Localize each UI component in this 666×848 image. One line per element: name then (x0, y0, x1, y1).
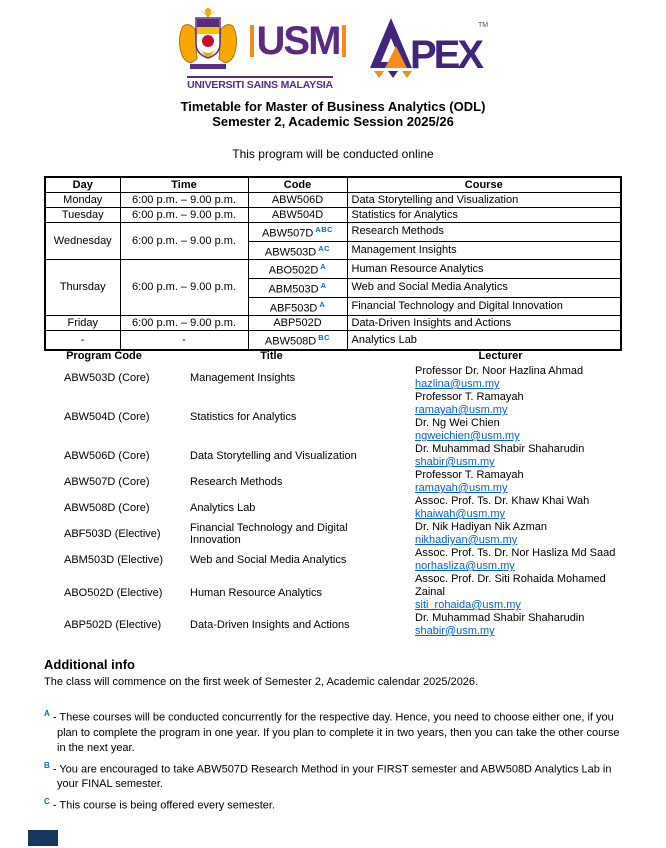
timetable-time-cell: 6:00 p.m. – 9.00 p.m. (120, 193, 248, 208)
lecturer-email-line (415, 534, 622, 547)
doc-title-line1: Timetable for Master of Business Analytics (ODL) (180, 99, 486, 114)
additional-info-heading: Additional info (44, 657, 135, 672)
lecturer-email-line (415, 625, 622, 638)
course-code-superscript: AC (318, 243, 331, 253)
footnote-marker: C (44, 797, 50, 807)
footnote-marker: B (44, 760, 50, 770)
lecturer-email-line (415, 456, 622, 469)
faculty-program-code: ABM503D (Elective) (64, 554, 164, 566)
lecturer-name: Assoc. Prof. Ts. Dr. Nor Hasliza Md Saad (415, 547, 616, 559)
timetable-course-cell: Analytics Lab (347, 331, 621, 350)
lecturer-email-link[interactable]: shabir@usm.my (415, 625, 495, 637)
faculty-row (44, 547, 622, 573)
timetable-code-cell: ABM503D $^A$ (248, 278, 347, 297)
doc-subtitle: This program will be conducted online (232, 147, 434, 161)
footnote-a: $^A$ - These courses will be conducted concurrently for the respective day. Hence, you need to choose either one, if you plan to complete the program in one year. If you plan to complete it in two years, then you can take the other course in the next year. (44, 709, 620, 754)
timetable-time-cell: 6:00 p.m. – 9.00 p.m. (120, 316, 248, 331)
lecturer-email-line (415, 430, 622, 443)
faculty-program-code: ABW508D (Core) (64, 502, 150, 514)
lecturer-name: Dr. Muhammad Shabir Shaharudin (415, 612, 585, 624)
timetable-day-cell: Thursday (45, 260, 120, 316)
timetable-course-cell: Research Methods (347, 223, 621, 242)
svg-text:TM: TM (478, 22, 489, 29)
lecturer-email-link[interactable]: ngweichien@usm.my (415, 430, 520, 442)
faculty-row (44, 521, 622, 547)
faculty-lecturer-cell (379, 521, 622, 547)
lecturer-email-line (415, 599, 622, 612)
timetable-code-cell: ABW507D $^{ABC}$ (248, 223, 347, 242)
timetable-course-cell: Web and Social Media Analytics (347, 278, 621, 297)
timetable (44, 176, 622, 351)
timetable-body (45, 193, 621, 350)
timetable-code-cell: ABO502D $^A$ (248, 260, 347, 279)
faculty-lecturer-cell (379, 573, 622, 612)
usm-logo (174, 6, 347, 91)
timetable-course-cell: Statistics for Analytics (347, 208, 621, 223)
footnote-c: $^C$ - This course is being offered every semester. (44, 797, 275, 812)
faculty-row (44, 365, 622, 391)
faculty-lecturer-cell (379, 612, 622, 638)
lecturer-email-link[interactable]: ramayah@usm.my (415, 482, 508, 494)
timetable-time-cell: 6:00 p.m. – 9.00 p.m. (120, 223, 248, 260)
page-corner-artifact (28, 830, 58, 846)
timetable-header-row (45, 177, 621, 193)
svg-text:PEX: PEX (410, 33, 482, 77)
lecturer-email-link[interactable]: ramayah@usm.my (415, 404, 508, 416)
usm-university-name: UNIVERSITI SAINS MALAYSIA (187, 76, 333, 91)
faculty-course-title: Research Methods (190, 476, 283, 488)
timetable-header-day: Day (45, 177, 120, 193)
timetable-row (45, 223, 621, 242)
timetable-row (45, 208, 621, 223)
faculty-course-title: Management Insights (190, 372, 296, 384)
faculty-program-code: ABF503D (Elective) (64, 528, 161, 540)
faculty-rows (44, 365, 622, 638)
faculty-course-title: Human Resource Analytics (190, 586, 323, 599)
course-code-superscript: A (319, 299, 326, 309)
timetable-code-cell: ABW508D $^{BC}$ (248, 331, 347, 350)
faculty-header-program-code: Program Code (66, 350, 142, 362)
faculty-header-title: Title (260, 350, 283, 362)
faculty-row (44, 443, 622, 469)
faculty-program-code: ABW507D (Core) (64, 476, 150, 488)
footnote-b: $^B$ - You are encouraged to take ABW507D Research Method in your FIRST semester and ABW508D Analytics Lab in your FINAL semester. (44, 760, 612, 791)
timetable-day-cell: Wednesday (45, 223, 120, 260)
timetable-day-cell: - (45, 331, 120, 350)
faculty-course-title: Data Storytelling and Visualization (190, 450, 357, 462)
faculty-header-row (44, 350, 622, 365)
lecturer-email-line (415, 378, 622, 391)
timetable-time-cell: 6:00 p.m. – 9.00 p.m. (120, 260, 248, 316)
course-code-superscript: ABC (315, 225, 334, 234)
usm-wordmark (250, 19, 347, 63)
timetable-course-cell: Data Storytelling and Visualization (347, 193, 621, 208)
faculty-program-code: ABW503D (Core) (64, 372, 150, 384)
timetable-course-cell: Management Insights (347, 241, 621, 260)
faculty-row (44, 469, 622, 495)
faculty-lecturer-cell (379, 391, 622, 443)
lecturer-name: Assoc. Prof. Dr. Siti Rohaida Mohamed Zainal (415, 573, 606, 598)
faculty-program-code: ABW504D (Core) (64, 411, 150, 423)
lecturer-email-line (415, 482, 622, 495)
timetable-row (45, 331, 621, 350)
faculty-lecturer-cell (379, 443, 622, 469)
faculty-row (44, 573, 622, 612)
additional-info (44, 657, 624, 816)
usm-crest-icon (174, 6, 242, 75)
lecturer-name: Professor T. Ramayah (415, 391, 524, 403)
faculty-header-lecturer: Lecturer (478, 350, 523, 362)
timetable-header-code: Code (248, 177, 347, 193)
doc-title (0, 99, 666, 129)
timetable-code-cell: ABP502D (248, 316, 347, 331)
lecturer-email-link[interactable]: shabir@usm.my (415, 456, 495, 468)
timetable-code-cell: ABW506D (248, 193, 347, 208)
faculty-course-title: Web and Social Media Analytics (190, 554, 347, 566)
timetable-code-cell: ABW503D $^{AC}$ (248, 241, 347, 260)
timetable-course-cell: Data-Driven Insights and Actions (347, 316, 621, 331)
usm-acronym-text: USM (256, 18, 340, 63)
lecturer-email-link[interactable]: nikhadiyan@usm.my (415, 534, 518, 546)
faculty-table (44, 350, 622, 638)
lecturer-email-link[interactable]: khaiwah@usm.my (415, 508, 506, 520)
header-logos (0, 6, 666, 91)
faculty-row (44, 612, 622, 638)
footnote-marker: A (44, 709, 50, 718)
faculty-program-code: ABW506D (Core) (64, 450, 150, 462)
faculty-course-title: Data-Driven Insights and Actions (190, 619, 350, 631)
lecturer-email-line (415, 560, 622, 573)
lecturer-name: Dr. Ng Wei Chien (415, 417, 500, 429)
timetable-row (45, 260, 621, 279)
faculty-program-code: ABO502D (Elective) (64, 586, 163, 599)
timetable-day-cell: Monday (45, 193, 120, 208)
faculty-lecturer-cell (379, 365, 622, 391)
faculty-row (44, 391, 622, 443)
timetable-day-cell: Tuesday (45, 208, 120, 223)
timetable-course-cell: Human Resource Analytics (347, 260, 621, 279)
apex-logo-icon (370, 16, 492, 85)
lecturer-email-line (415, 404, 622, 417)
faculty-course-title: Statistics for Analytics (190, 411, 297, 423)
lecturer-email-line (415, 508, 622, 521)
timetable-code-cell: ABF503D $^A$ (248, 297, 347, 316)
course-code-superscript: BC (318, 333, 331, 343)
faculty-course-title: Analytics Lab (190, 502, 256, 514)
faculty-program-code: ABP502D (Elective) (64, 619, 162, 631)
lecturer-email-link[interactable]: siti_rohaida@usm.my (415, 599, 521, 611)
timetable-row (45, 193, 621, 208)
lecturer-email-link[interactable]: hazlina@usm.my (415, 378, 500, 390)
timetable-header-course: Course (347, 177, 621, 193)
faculty-lecturer-cell (379, 469, 622, 495)
doc-title-line2: Semester 2, Academic Session 2025/26 (212, 114, 454, 129)
timetable-time-cell: 6:00 p.m. – 9.00 p.m. (120, 208, 248, 223)
footnotes (44, 706, 624, 814)
timetable-time-cell: - (120, 331, 248, 350)
timetable-header-time: Time (120, 177, 248, 193)
course-code-superscript: A (320, 262, 327, 272)
faculty-lecturer-cell (379, 495, 622, 521)
lecturer-name: Assoc. Prof. Ts. Dr. Khaw Khai Wah (415, 495, 590, 507)
timetable-code-cell: ABW504D (248, 208, 347, 223)
course-code-superscript: A (320, 280, 327, 290)
timetable-course-cell: Financial Technology and Digital Innovation (347, 297, 621, 316)
timetable-row (45, 316, 621, 331)
usm-orange-bar-left (250, 25, 254, 57)
timetable-day-cell: Friday (45, 316, 120, 331)
lecturer-name: Professor Dr. Noor Hazlina Ahmad (415, 365, 584, 377)
faculty-row (44, 495, 622, 521)
lecturer-name: Dr. Muhammad Shabir Shaharudin (415, 443, 585, 455)
additional-info-intro: The class will commence on the first week of Semester 2, Academic calendar 2025/2026. (44, 676, 479, 688)
usm-orange-bar-right (342, 25, 346, 57)
faculty-course-title: Financial Technology and Digital Innovation (190, 522, 348, 546)
lecturer-email-link[interactable]: norhasliza@usm.my (415, 560, 515, 572)
faculty-lecturer-cell (379, 547, 622, 573)
lecturer-name: Professor T. Ramayah (415, 469, 524, 481)
lecturer-name: Dr. Nik Hadiyan Nik Azman (415, 521, 548, 533)
